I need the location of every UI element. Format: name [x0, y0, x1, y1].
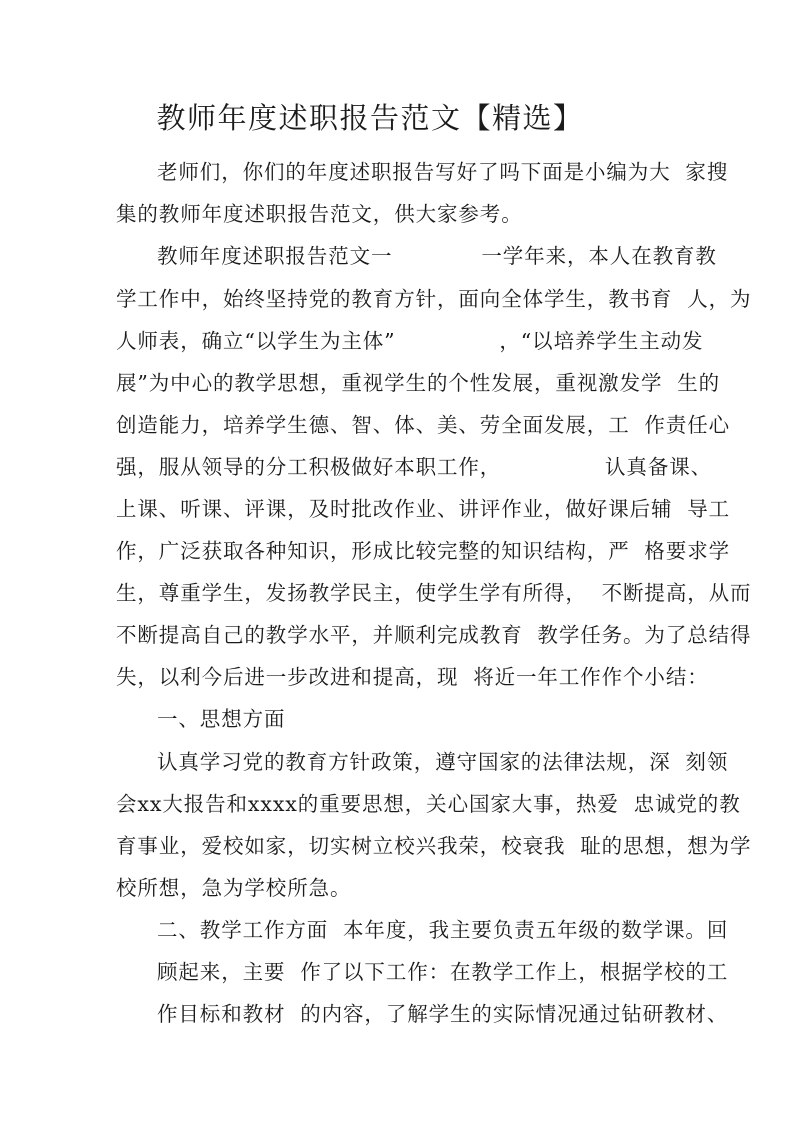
paragraph-line: 顾起来，主要 作了以下工作：在教学工作上，根据学校的工: [157, 960, 729, 984]
paragraph-line: 老师们，你们的年度述职报告写好了吗下面是小编为大 家搜: [157, 160, 729, 184]
paragraph-line: 不断提高自己的教学水平，并顺利完成教育 教学任务。为了总结得: [116, 623, 752, 647]
paragraph-line: 失，以利今后进一步改进和提高，现 将近一年工作作个小结：: [116, 665, 709, 689]
paragraph-line: 集的教师年度述职报告范文，供大家参考。: [116, 202, 523, 226]
paragraph-line: 认真学习党的教育方针政策，遵守国家的法律法规，深 刻领: [157, 750, 729, 774]
paragraph-line: 会xx大报告和xxxx的重要思想，关心国家大事，热爱 忠诚党的教: [116, 792, 741, 816]
paragraph-line: 展”为中心的教学思想，重视学生的个性发展，重视激发学 生的: [116, 371, 721, 395]
paragraph-line: 生，尊重学生，发扬教学民主，使学生学有所得， 不断提高，从而: [116, 581, 752, 605]
paragraph-line: 创造能力，培养学生德、智、体、美、劳全面发展，工 作责任心: [116, 413, 731, 437]
section-heading: 一、思想方面: [157, 707, 286, 731]
paragraph-line: 上课、听课、评课，及时批改作业、讲评作业，做好课后辅 导工: [116, 497, 731, 521]
paragraph-line: 人师表，确立“以学生为主体” ，“以培养学生主动发: [116, 329, 704, 353]
paragraph-line: 校所想，急为学校所急。: [116, 876, 352, 900]
paragraph-line: 作，广泛获取各种知识，形成比较完整的知识结构，严 格要求学: [116, 539, 731, 563]
paragraph-line: 作目标和教材 的内容，了解学生的实际情况通过钻研教材、: [157, 1002, 729, 1026]
paragraph-line: 二、教学工作方面 本年度，我主要负责五年级的数学课。回: [157, 918, 729, 942]
paragraph-line: 强，服从领导的分工积极做好本职工作， 认真备课、: [116, 455, 713, 479]
paragraph-line: 育事业，爱校如家，切实树立校兴我荣，校衰我 耻的思想，想为学: [116, 834, 752, 858]
paragraph-line: 教师年度述职报告范文一 一学年来，本人在教育教: [157, 244, 717, 268]
paragraph-line: 学工作中，始终坚持党的教育方针，面向全体学生，教书育 人，为: [116, 287, 752, 311]
document-title: 教师年度述职报告范文【精选】: [156, 101, 584, 135]
